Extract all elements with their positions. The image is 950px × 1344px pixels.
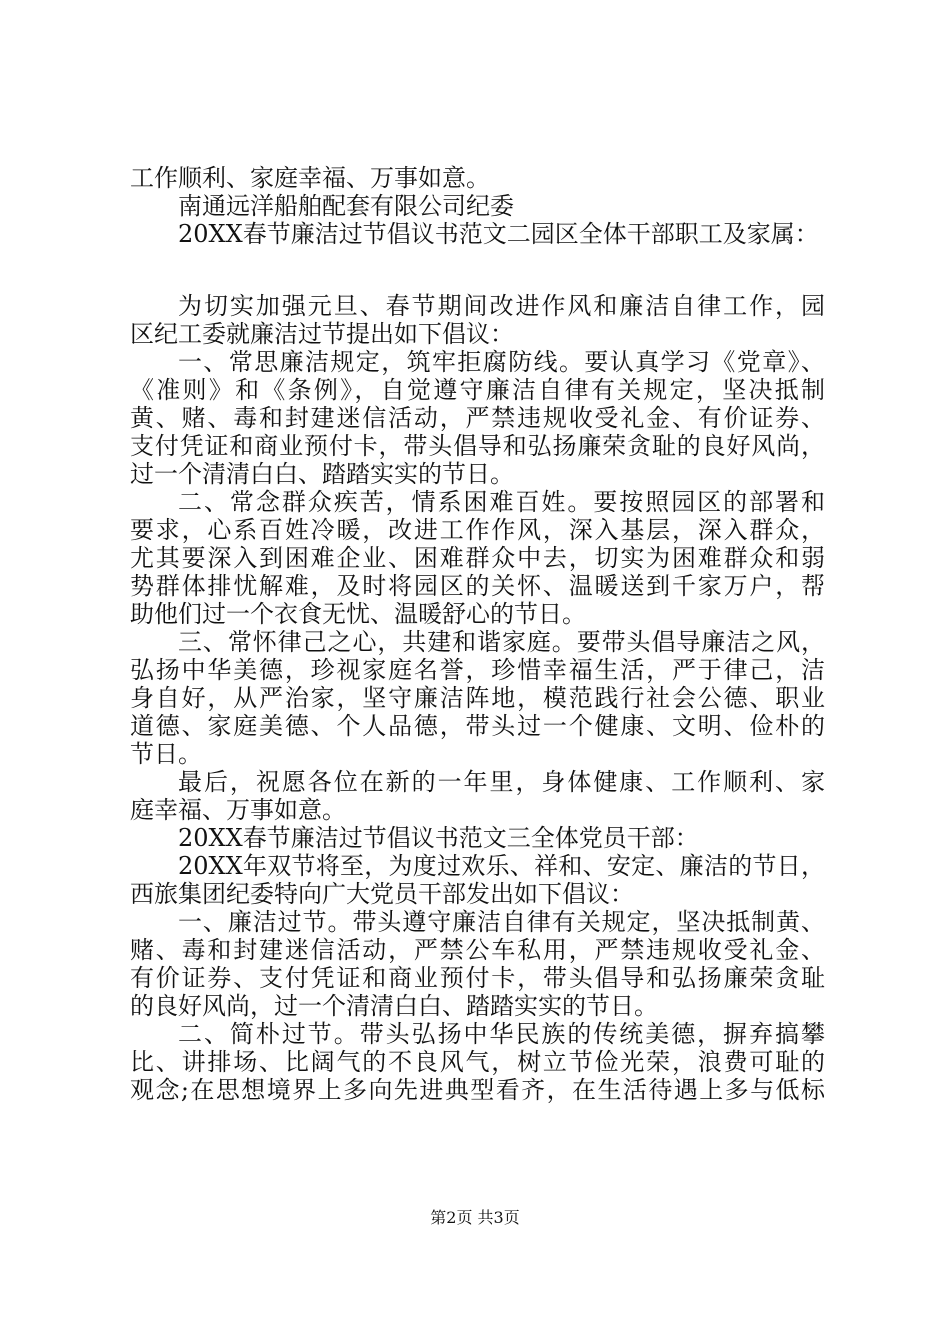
signature-line: 南通远洋船舶配套有限公司纪委 [178, 192, 514, 220]
text-line: 《准则》和《条例》，自觉遵守廉洁自律有关规定，坚决抵制 [130, 376, 825, 404]
text-line: 赌、毒和封建迷信活动，严禁公车私用，严禁违规收受礼金、 [130, 936, 825, 964]
text-line: 有价证券、支付凭证和商业预付卡，带头倡导和弘扬廉荣贪耻 [130, 964, 825, 992]
text-line: 最后，祝愿各位在新的一年里，身体健康、工作顺利、家 [178, 768, 825, 796]
text-line: 助他们过一个衣食无忧、温暖舒心的节日。 [130, 600, 586, 628]
text-line: 比、讲排场、比阔气的不良风气，树立节俭光荣，浪费可耻的 [130, 1048, 825, 1076]
paragraph-gap [130, 248, 825, 292]
text-line: 尤其要深入到困难企业、困难群众中去，切实为困难群众和弱 [130, 544, 825, 572]
text-line: 过一个清清白白、踏踏实实的节日。 [130, 460, 514, 488]
text-line: 区纪工委就廉洁过节提出如下倡议： [130, 320, 514, 348]
heading-line: 20XX春节廉洁过节倡议书范文二园区全体干部职工及家属： [178, 220, 819, 248]
text-line: 道德、家庭美德、个人品德，带头过一个健康、文明、俭朴的 [130, 712, 825, 740]
text-line: 弘扬中华美德，珍视家庭名誉，珍惜幸福生活，严于律己，洁 [130, 656, 825, 684]
page-number-footer: 第2页 共3页 [430, 1208, 520, 1227]
text-line: 的良好风尚，过一个清清白白、踏踏实实的节日。 [130, 992, 658, 1020]
text-line: 节日。 [130, 740, 202, 768]
text-line: 庭幸福、万事如意。 [130, 796, 346, 824]
text-line: 观念;在思想境界上多向先进典型看齐，在生活待遇上多与低标 [130, 1076, 825, 1104]
text-line: 一、廉洁过节。带头遵守廉洁自律有关规定，坚决抵制黄、 [178, 908, 825, 936]
text-line: 二、简朴过节。带头弘扬中华民族的传统美德，摒弃搞攀 [178, 1020, 825, 1048]
text-line: 黄、赌、毒和封建迷信活动，严禁违规收受礼金、有价证券、 [130, 404, 825, 432]
document-body [130, 164, 825, 1104]
text-line: 西旅集团纪委特向广大党员干部发出如下倡议： [130, 880, 634, 908]
text-line: 身自好，从严治家，坚守廉洁阵地，模范践行社会公德、职业 [130, 684, 825, 712]
text-line: 三、常怀律己之心，共建和谐家庭。要带头倡导廉洁之风， [178, 628, 825, 656]
text-line: 支付凭证和商业预付卡，带头倡导和弘扬廉荣贪耻的良好风尚， [130, 432, 825, 460]
text-line: 20XX年双节将至，为度过欢乐、祥和、安定、廉洁的节日， [178, 852, 825, 880]
text-line: 势群体排忧解难，及时将园区的关怀、温暖送到千家万户，帮 [130, 572, 825, 600]
heading-line: 20XX春节廉洁过节倡议书范文三全体党员干部： [178, 824, 699, 852]
text-line: 为切实加强元旦、春节期间改进作风和廉洁自律工作，园 [178, 292, 825, 320]
text-line: 一、常思廉洁规定，筑牢拒腐防线。要认真学习《党章》、 [178, 348, 825, 376]
text-line: 工作顺利、家庭幸福、万事如意。 [130, 164, 490, 192]
text-line: 要求，心系百姓冷暖，改进工作作风，深入基层，深入群众， [130, 516, 825, 544]
text-line: 二、常念群众疾苦，情系困难百姓。要按照园区的部署和 [178, 488, 825, 516]
